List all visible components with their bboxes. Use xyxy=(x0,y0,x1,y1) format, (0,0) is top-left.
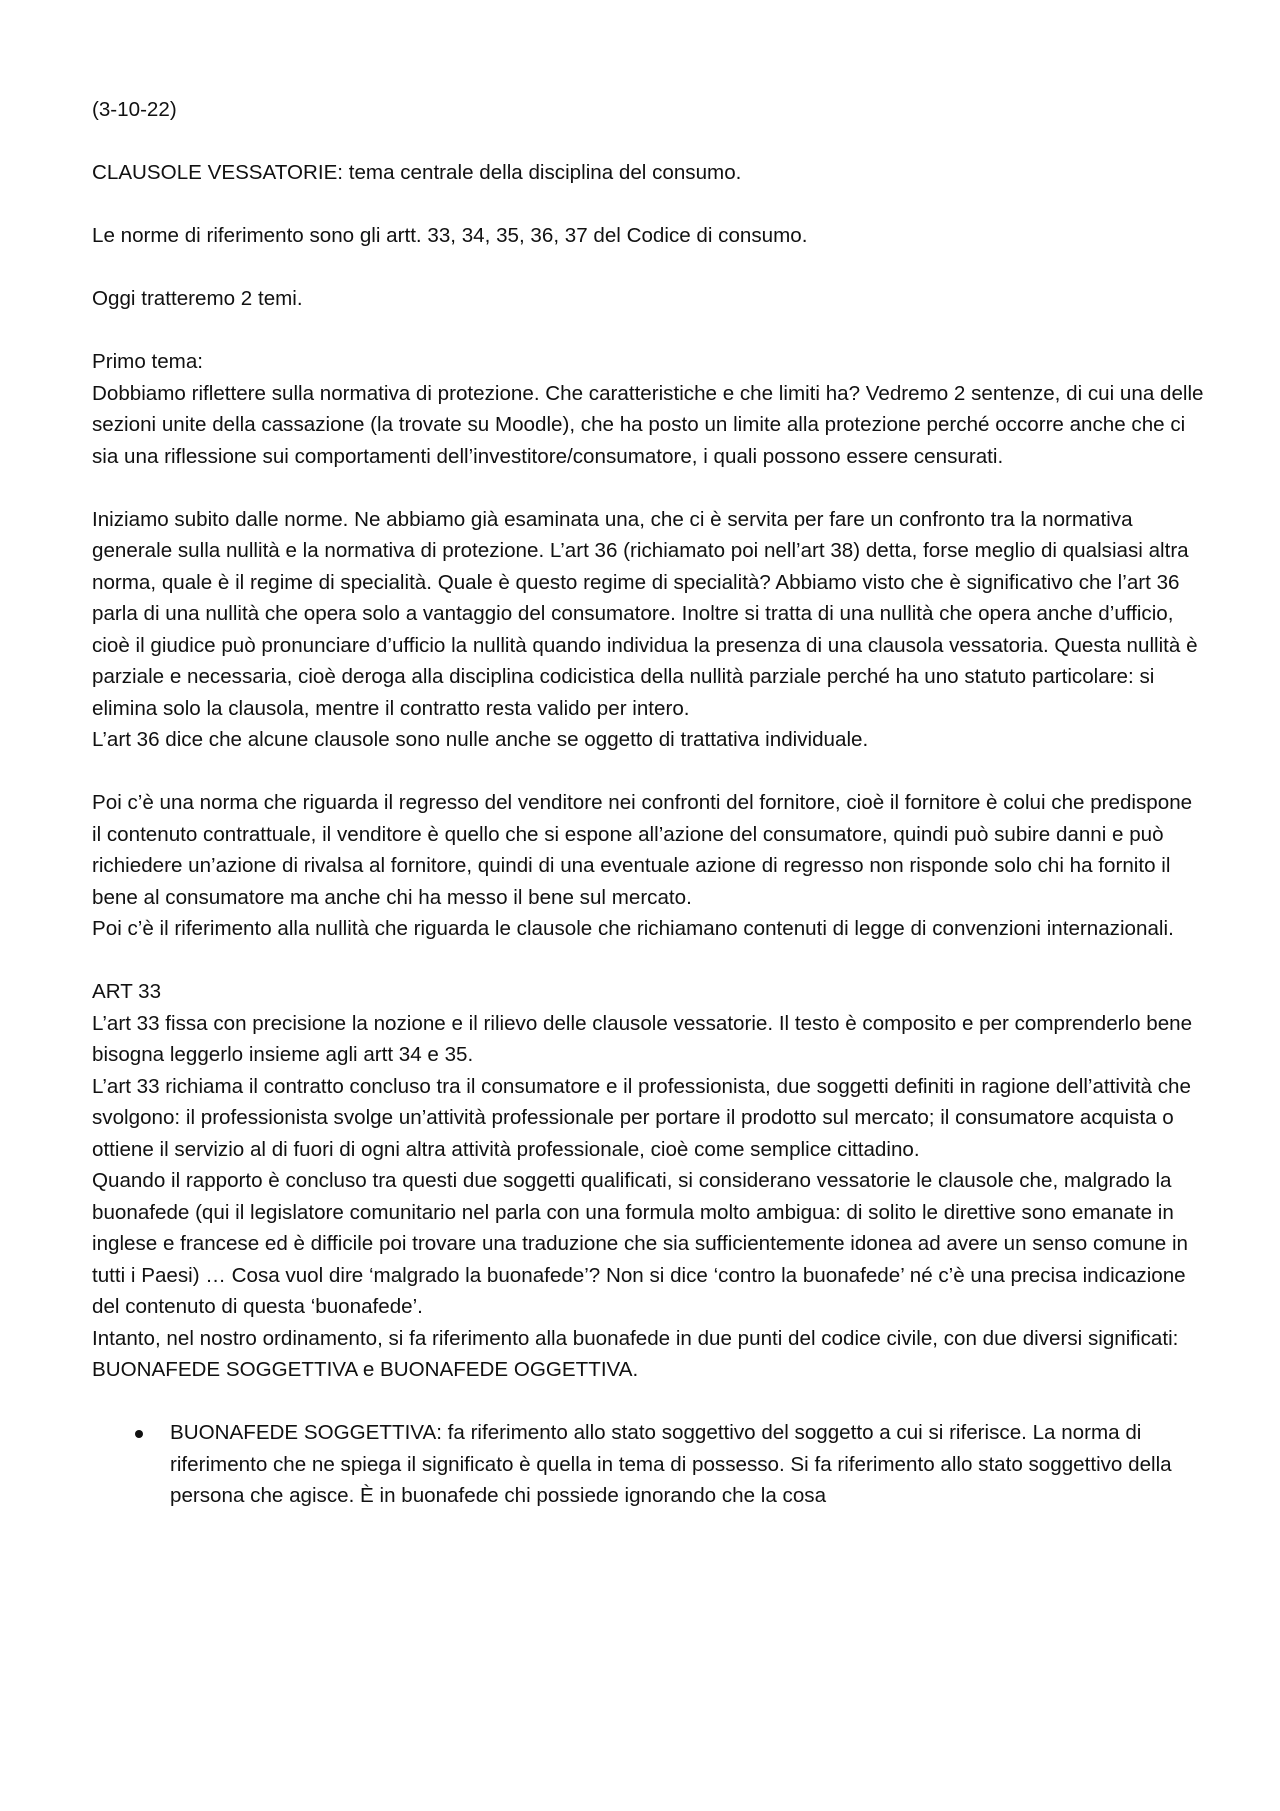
spacer xyxy=(92,252,1204,284)
spacer xyxy=(92,1386,1204,1418)
bullet-list xyxy=(92,1417,1204,1512)
art33-paragraph: Intanto, nel nostro ordinamento, si fa riferimento alla buonafede in due punti del codice civile, con due diversi significati: BUONAFEDE SOGGETTIVA e BUONAFEDE OGGETTIVA. xyxy=(92,1326,1179,1381)
norms-paragraph: Iniziamo subito dalle norme. Ne abbiamo già esaminata una, che ci è servita per fare un confronto tra la normativa generale sulla nullità e la normativa di protezione. L’art 36 (richiamato poi nell’art 38) detta, forse meglio di qualsiasi altra norma, quale è il regime di specialità. Quale è questo regime di specialità? Abbiamo visto che è significativo che l’art 36 parla di una nullità che opera solo a vantaggio del consumatore. Inoltre si tratta di una nullità che opera anche d’ufficio, cioè il giudice può pronunciare d’ufficio la nullità quando individua la presenza di una clausola vessatoria. Questa nullità è parziale e necessaria, cioè deroga alla disciplina codicistica della nullità parziale perché ha uno statuto particolare: si elimina solo la clausola, mentre il contratto resta valido per intero. xyxy=(92,507,1198,720)
art33-paragraph: L’art 33 fissa con precisione la nozione e il rilievo delle clausole vessatorie. Il testo è composito e per comprenderlo bene bisogna leggerlo insieme agli artt 34 e 35. xyxy=(92,1011,1193,1066)
bullet-dot-icon xyxy=(135,1430,143,1438)
spacer xyxy=(92,756,1204,788)
intro-topics-line: Oggi tratteremo 2 temi. xyxy=(92,287,303,310)
document-date: (3-10-22) xyxy=(92,98,177,121)
first-topic-body: Dobbiamo riflettere sulla normativa di protezione. Che caratteristiche e che limiti ha? Vedremo 2 sentenze, di cui una delle sezioni unite della cassazione (la trovate su Moodle), che ha posto un limite alla protezione perché occorre anche che ci sia una riflessione sui comportamenti dell’investitore/consumatore, i quali possono essere censurati. xyxy=(92,381,1204,468)
document-page xyxy=(92,94,1204,1512)
spacer xyxy=(92,945,1204,977)
spacer xyxy=(92,189,1204,221)
norms-paragraph: L’art 36 dice che alcune clausole sono nulle anche se oggetto di trattativa individuale. xyxy=(92,728,869,751)
art33-heading: ART 33 xyxy=(92,980,162,1003)
intro-norms-line: Le norme di riferimento sono gli artt. 33, 34, 35, 36, 37 del Codice di consumo. xyxy=(92,224,808,247)
norms-paragraph: Poi c’è una norma che riguarda il regresso del venditore nei confronti del fornitore, cioè il fornitore è colui che predispone il contenuto contrattuale, il venditore è quello che si espone all’azione del consumatore, quindi può subire danni e può richiedere un’azione di rivalsa al fornitore, quindi di una eventuale azione di regresso non risponde solo chi ha fornito il bene al consumatore ma anche chi ha messo il bene sul mercato. xyxy=(92,791,1193,909)
spacer xyxy=(92,126,1204,158)
art33-paragraph: L’art 33 richiama il contratto concluso tra il consumatore e il professionista, due soggetti definiti in ragione dell’attività che svolgono: il professionista svolge un’attività professionale per portare il prodotto sul mercato; il consumatore acquista o ottiene il servizio al di fuori di ogni altra attività professionale, cioè come semplice cittadino. xyxy=(92,1074,1191,1161)
norms-paragraph: Poi c’è il riferimento alla nullità che riguarda le clausole che richiamano contenuti di legge di convenzioni internazionali. xyxy=(92,917,1174,940)
intro-title-line: CLAUSOLE VESSATORIE: tema centrale della disciplina del consumo. xyxy=(92,161,742,184)
spacer xyxy=(92,472,1204,504)
list-item xyxy=(92,1417,1204,1512)
art33-paragraph: Quando il rapporto è concluso tra questi due soggetti qualificati, si considerano vessatorie le clausole che, malgrado la buonafede (qui il legislatore comunitario nel parla con una formula molto ambigua: di solito le direttive sono emanate in inglese e francese ed è difficile poi trovare una traduzione che sia sufficientemente idonea ad avere un senso comune in tutti i Paesi) … Cosa vuol dire ‘malgrado la buonafede’? Non si dice ‘contro la buonafede’ né c’è una precisa indicazione del contenuto di questa ‘buonafede’. xyxy=(92,1169,1188,1318)
first-topic-heading: Primo tema: xyxy=(92,350,204,373)
bullet-text: BUONAFEDE SOGGETTIVA: fa riferimento allo stato soggettivo del soggetto a cui si riferisce. La norma di riferimento che ne spiega il significato è quella in tema di possesso. Si fa riferimento allo stato soggettivo della persona che agisce. È in buonafede chi possiede ignorando che la cosa xyxy=(170,1421,1172,1507)
spacer xyxy=(92,315,1204,347)
